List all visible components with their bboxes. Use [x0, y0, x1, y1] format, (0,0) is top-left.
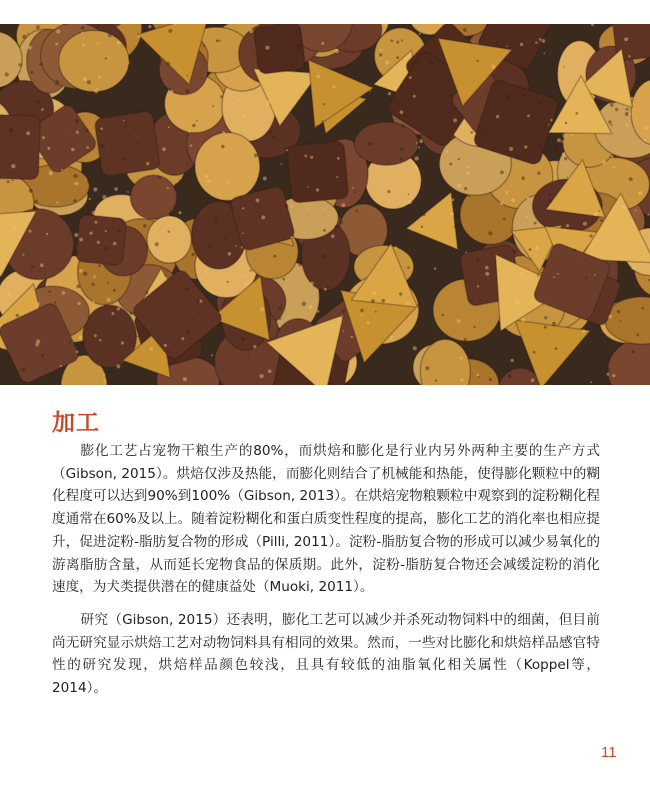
page-number: 11 [601, 744, 617, 761]
paragraph: 研究（Gibson, 2015）还表明，膨化工艺可以减少并杀死动物饲料中的细菌，但目前尚无研究显示烘焙工艺对动物饲料具有相同的效果。然而，一些对比膨化和烘焙样品感官特性的研究发现，烘焙样品颜色较浅，且具有较低的油脂氧化相关属性（Koppel等，2014）。 [52, 611, 600, 697]
body-text [52, 440, 600, 710]
section-title: 加工 [52, 410, 100, 436]
paragraph: 膨化工艺占宠物干粮生产的80%，而烘焙和膨化是行业内另外两种主要的生产方式（Gibson, 2015）。烘焙仅涉及热能，而膨化则结合了机械能和热能，使得膨化颗粒中的糊化程度可以达到90%到100%（Gibson, 2013）。在烘焙宠物粮颗粒中观察到的淀粉糊化程度通常在60%及以上。随着淀粉糊化和蛋白质变性程度的提高，膨化工艺的消化率也相应提升，促进淀粉-脂肪复合物的形成（Pilli, 2011）。淀粉-脂肪复合物的形成可以减少易氧化的游离脂肪含量，从而延长宠物食品的保质期。此外，淀粉-脂肪复合物还会减缓淀粉的消化速度，为犬类提供潜在的健康益处（Muoki, 2011）。 [52, 443, 600, 596]
kibble-photo [0, 24, 650, 385]
